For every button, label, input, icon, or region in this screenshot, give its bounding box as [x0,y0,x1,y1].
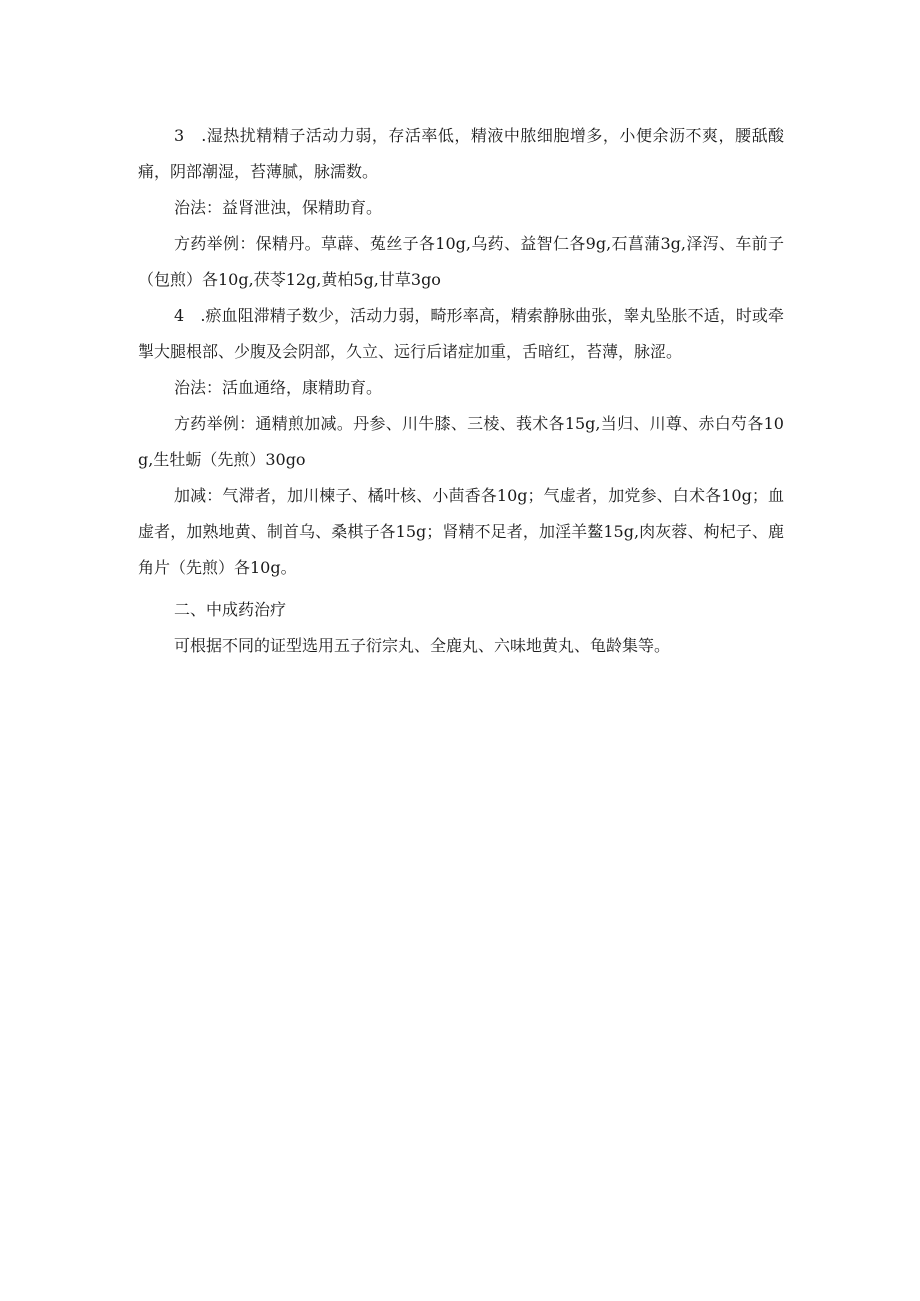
paragraph-treatment-1: 治法：益肾泄浊，保精助育。 [174,198,383,217]
paragraph-blood-stasis: 4 .瘀血阻滞精子数少，活动力弱，畸形率高，精索静脉曲张，睾丸坠胀不适，时或牵掣大腿根部、少腹及会阴部，久立、远行后诸症加重，舌暗红，苔薄，脉涩。 [138,306,784,361]
paragraph-patent-medicine: 可根据不同的证型选用五子衍宗丸、全鹿丸、六味地黄丸、龟龄集等。 [174,636,671,655]
paragraph-treatment-2: 治法：活血通络，康精助育。 [174,378,383,397]
paragraph-damp-heat: 3 .湿热扰精精子活动力弱，存活率低，精液中脓细胞增多，小便余沥不爽，腰舐酸痛，阴部潮湿，苔薄腻，脉濡数。 [138,126,784,181]
section-heading-patent-medicine: 二、中成药治疗 [174,600,287,619]
paragraph-prescription-1: 方药举例：保精丹。草薜、菟丝子各10g,乌药、益智仁各9g,石菖蒲3g,泽泻、车前子（包煎）各10g,茯苓12g,黄柏5g,甘草3go [138,234,784,289]
paragraph-modifications: 加减：气滞者，加川楝子、橘叶核、小茴香各10g；气虚者，加党参、白术各10g；血虚者，加熟地黄、制首乌、桑棋子各15g；肾精不足者，加淫羊鳌15g,肉灰蓉、枸杞子、鹿角片（先煎）各10g。 [138,486,784,577]
document-page [138,118,784,664]
paragraph-prescription-2: 方药举例：通精煎加减。丹参、川牛膝、三棱、莪术各15g,当归、川尊、赤白芍各10g,生牡蛎（先煎）30go [138,414,784,469]
